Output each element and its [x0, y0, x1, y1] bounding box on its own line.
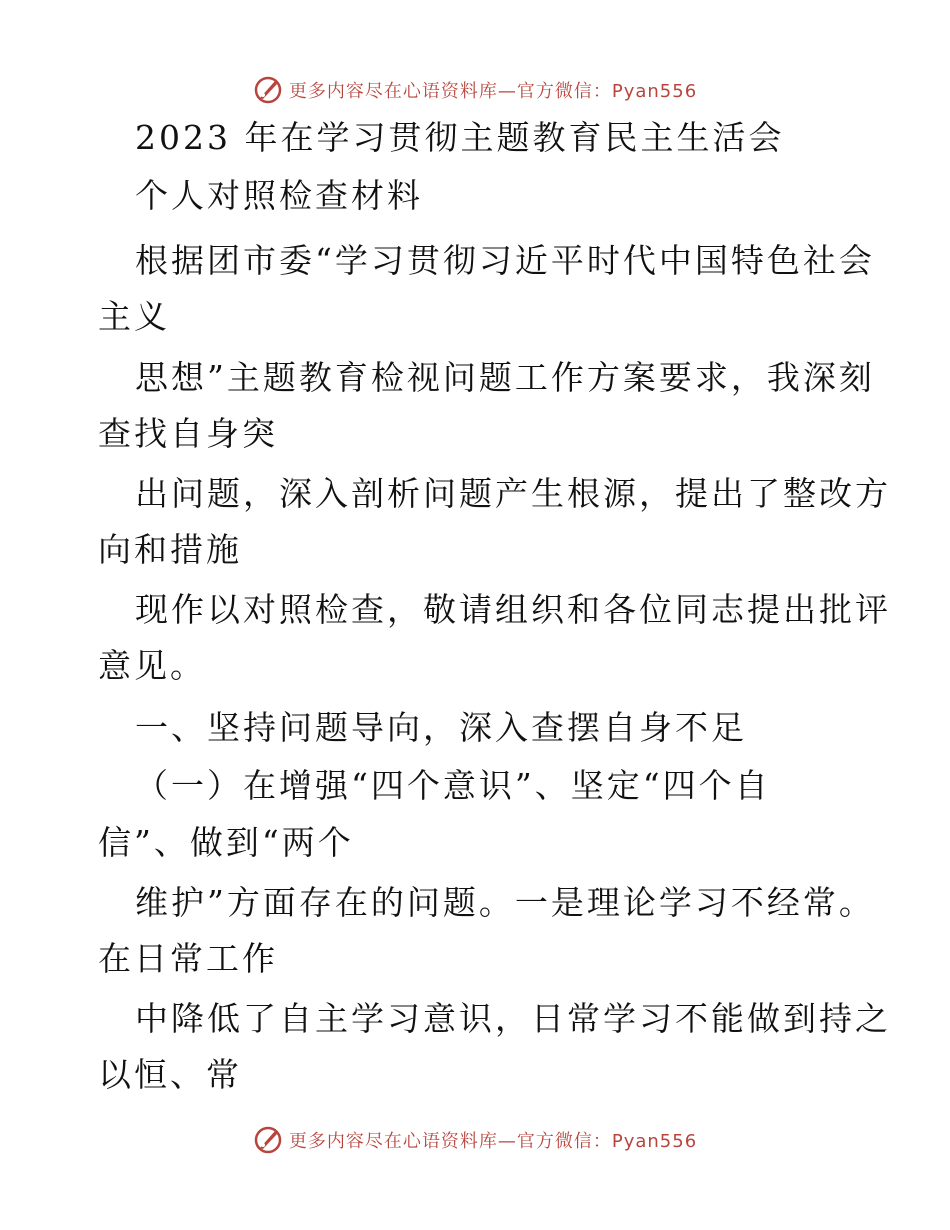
paragraph-line: 向和措施 — [98, 530, 242, 569]
paragraph-line: 出问题，深入剖析问题产生根源，提出了整改方 — [135, 474, 891, 513]
paragraph-line: 在日常工作 — [98, 939, 278, 978]
footer-watermark — [0, 1120, 950, 1160]
paragraph-line: 主义 — [98, 297, 170, 336]
subsection-heading-line: （一）在增强“四个意识”、坚定“四个自 — [135, 766, 771, 805]
paragraph-line: 根据团市委“学习贯彻习近平时代中国特色社会 — [135, 241, 875, 280]
header-watermark — [0, 70, 950, 110]
paragraph-line: 以恒、常 — [98, 1055, 242, 1094]
header-watermark-text: 更多内容尽在心语资料库—官方微信：Pyan556 — [288, 81, 698, 102]
subsection-heading-line: 信”、做到“两个 — [98, 823, 354, 862]
paragraph-line: 思想”主题教育检视问题工作方案要求，我深刻 — [135, 358, 875, 397]
paragraph-line: 中降低了自主学习意识，日常学习不能做到持之 — [135, 999, 891, 1038]
document-title-line-2: 个人对照检查材料 — [135, 176, 423, 215]
document-title-line-1: 2023 年在学习贯彻主题教育民主生活会 — [135, 118, 785, 157]
paragraph-line: 维护”方面存在的问题。一是理论学习不经常。 — [135, 883, 875, 922]
paragraph-line: 现作以对照检查，敬请组织和各位同志提出批评 — [135, 590, 891, 629]
paragraph-line: 意见。 — [98, 646, 206, 685]
quill-pen-circle-icon — [253, 75, 283, 105]
footer-watermark-text: 更多内容尽在心语资料库—官方微信：Pyan556 — [288, 1131, 698, 1152]
quill-pen-circle-icon — [253, 1125, 283, 1155]
section-heading: 一、坚持问题导向，深入查摆自身不足 — [135, 708, 747, 747]
paragraph-line: 查找自身突 — [98, 414, 278, 453]
